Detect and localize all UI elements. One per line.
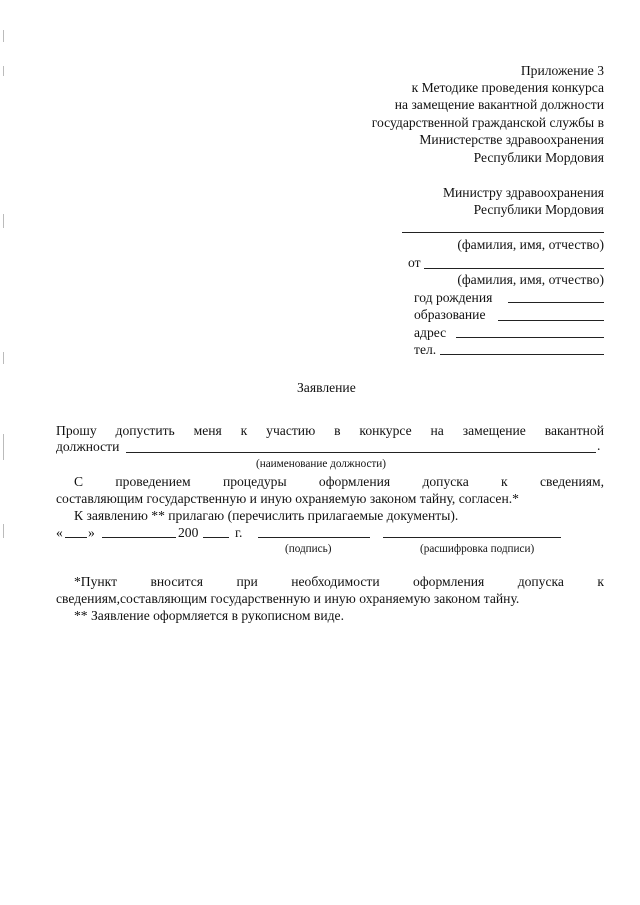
birth-year-field[interactable] [508,302,604,303]
footnote-1-line2: сведениям,составляющим государственную и иную охраняемую законом тайну. [56,591,520,606]
appendix-line: Министерстве здравоохранения [419,132,604,147]
date-year-field[interactable] [203,537,229,538]
appendix-line: на замещение вакантной должности [394,97,604,112]
consent-paragraph-line2: составляющим государственную и иную охраняемую законом тайну, согласен.* [56,491,519,506]
appendix-line: к Методике проведения конкурса [411,80,604,95]
scan-mark [3,214,4,228]
footnote-2: ** Заявление оформляется в рукописном виде. [74,608,344,623]
position-name-field[interactable] [126,452,596,453]
attachments-line: К заявлению ** прилагаю (перечислить прилагаемые документы). [74,508,459,523]
scan-mark [3,434,4,460]
fio-caption: (фамилия, имя, отчество) [457,237,604,252]
scan-mark [3,524,4,538]
address-label: адрес [414,325,447,340]
fio-caption: (фамилия, имя, отчество) [457,272,604,287]
addressee-line: Республики Мордовия [473,202,604,217]
date-year-prefix: 200 [178,525,199,540]
scan-mark [3,66,4,76]
date-open-quote: « [56,525,63,540]
scan-mark [3,30,4,42]
education-label: образование [414,307,486,322]
signature-transcript-caption: (расшифровка подписи) [420,543,535,555]
document-title: Заявление [297,380,356,395]
period-mark: . [597,438,601,453]
appendix-title: Приложение 3 [520,63,604,78]
phone-label: тел. [414,342,437,357]
position-caption: (наименование должности) [256,458,387,470]
signature-field[interactable] [258,537,370,538]
footnote-1-line1: *Пункт вносится при необходимости оформления допуска к [74,574,604,589]
date-close-quote: » [88,525,95,540]
scan-mark [3,352,4,364]
minister-name-field[interactable] [402,232,604,233]
education-field[interactable] [498,320,604,321]
phone-field[interactable] [440,354,604,355]
appendix-line: государственной гражданской службы в [371,115,604,130]
consent-paragraph-line1: С проведением процедуры оформления допуска к сведениям, [74,474,604,489]
signature-transcript-field[interactable] [383,537,561,538]
position-label: должности [56,439,120,454]
applicant-name-field[interactable] [424,268,604,269]
date-month-field[interactable] [102,537,176,538]
date-day-field[interactable] [65,537,87,538]
addressee-line: Министру здравоохранения [442,185,604,200]
request-paragraph-line1: Прошу допустить меня к участию в конкурсе на замещение вакантной [56,423,604,438]
signature-caption: (подпись) [285,543,332,555]
address-field[interactable] [456,337,604,338]
from-label: от [408,255,421,270]
appendix-line: Республики Мордовия [473,150,604,165]
birth-year-label: год рождения [414,290,493,305]
date-year-suffix: г. [235,525,243,540]
